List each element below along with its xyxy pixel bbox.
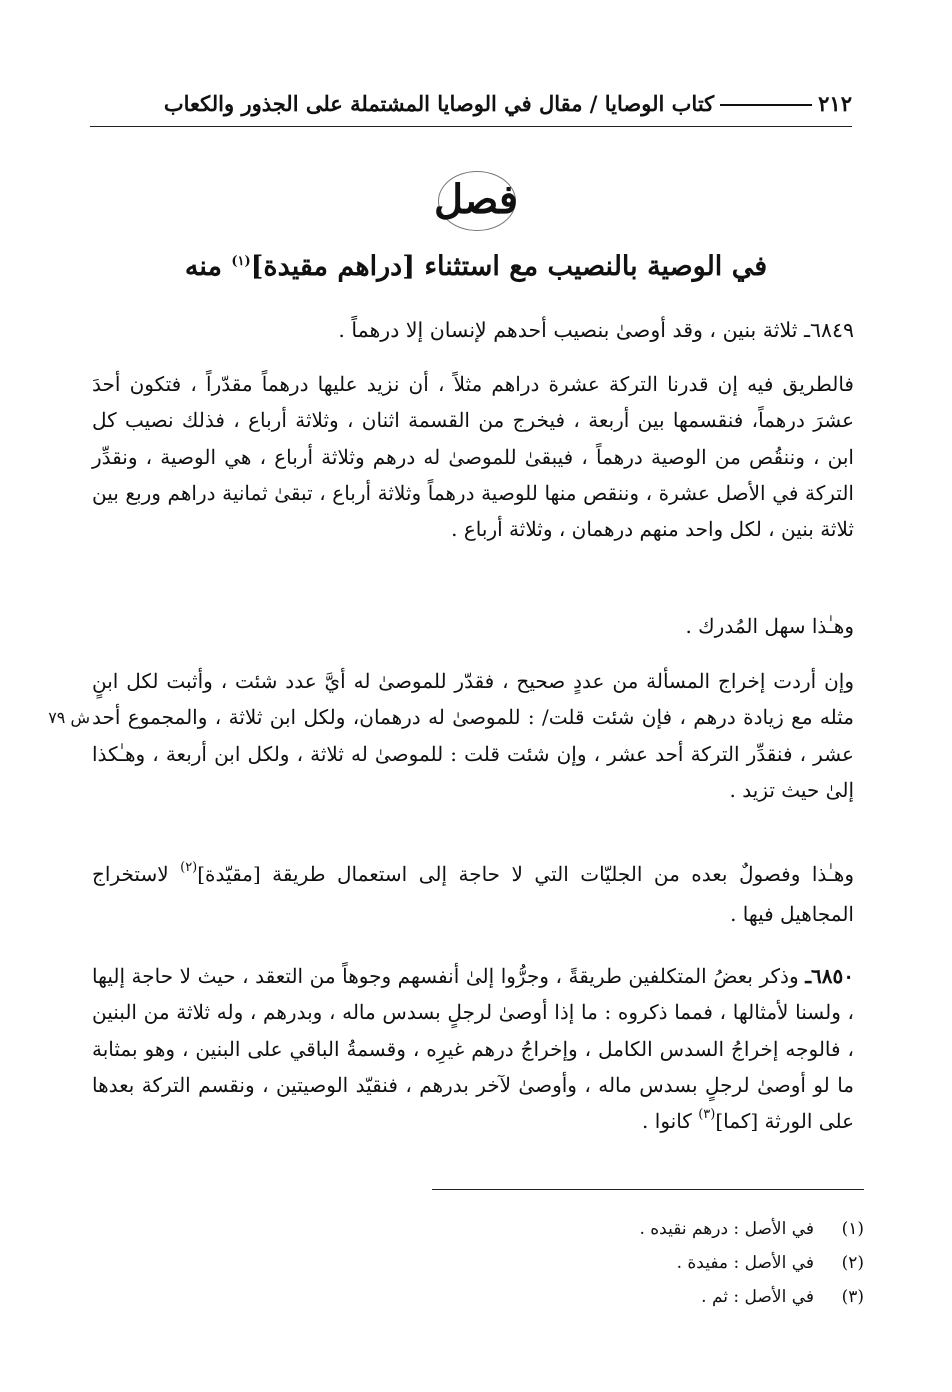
page-number: ٢١٢ [818, 90, 852, 116]
footnotes [92, 1212, 864, 1314]
footnote-ref-3: (٣) [698, 1107, 716, 1123]
paragraph [92, 856, 854, 933]
footnote-text: في الأصل : مفيدة . [676, 1253, 814, 1273]
footnote [92, 1280, 864, 1314]
footnote-number: (٣) [841, 1287, 864, 1307]
problem-number: ٦٨٥٠ـ [805, 964, 855, 988]
footnote [92, 1246, 864, 1280]
footnote-number: (٢) [841, 1253, 864, 1273]
header-dash [720, 104, 812, 106]
footnote-ref-2: (٢) [180, 860, 198, 875]
section-heading-tail: منه [184, 251, 222, 282]
paragraph-text: لاستخراج المجاهيل فيها . [92, 862, 854, 927]
paragraph: فالطريق فيه إن قدرنا التركة عشرة دراهم مثلاً ، أن نزيد عليها درهماً مقدّراً ، فتكون أحدَ عشرَ درهماً، فنقسمها بين أربعة ، فيخرج من القسمة اثنان ، وثلاثة أرباع ، فذلك نصيب كل ابن ، وننقُص من الوصية درهماً ، فيبقىٰ للموصىٰ له درهم وثلاثة أرباع ، هي الوصية ، ونقدِّر التركة في الأصل عشرة ، وننقص منها للوصية درهماً وثلاثة أرباع ، تبقىٰ ثمانية دراهم وربع بين ثلاثة بنين ، لكل واحد منهم درهمان ، وثلاثة أرباع . [92, 372, 854, 542]
margin-folio-note: ش ٧٩ [48, 708, 90, 727]
footnote-rule [432, 1189, 864, 1190]
paragraph: وهـٰذا سهل المُدرك . [685, 614, 854, 638]
footnote-number: (١) [841, 1219, 864, 1239]
problem-number: ٦٨٤٩ـ [803, 318, 854, 342]
footnote [92, 1212, 864, 1246]
section-heading [100, 242, 852, 297]
footnote-text: في الأصل : درهم نقيده . [639, 1219, 814, 1239]
footnote-text: في الأصل : ثم . [701, 1287, 814, 1307]
ornament-text: فصل [433, 176, 519, 223]
running-header [90, 86, 852, 120]
paragraph: وإن أردت إخراج المسألة من عددٍ صحيح ، فقدّر للموصىٰ له أيَّ عدد شئت ، وأثبت لكل ابنٍ مثله مع زيادة درهم ، فإن شئت قلت/ : للموصىٰ له درهمان، ولكل ابن ثلاثة ، والمجموع أحد عشر ، فنقدِّر التركة أحد عشر ، وإن شئت قلت : للموصىٰ له ثلاثة ، ولكل ابن أربعة ، وهـٰكذا إلىٰ حيث تزيد . [92, 669, 854, 802]
problem-6849 [92, 312, 854, 348]
problem-6850 [92, 958, 854, 1143]
problem-text: كانوا . [642, 1109, 692, 1134]
section-heading-text: في الوصية بالنصيب مع استثناء [دراهم مقيدة] [250, 251, 768, 282]
problem-text: ثلاثة بنين ، وقد أوصىٰ بنصيب أحدهم لإنسان إلا درهماً . [338, 318, 798, 342]
header-title: كتاب الوصايا / مقال في الوصايا المشتملة على الجذور والكعاب [163, 90, 715, 116]
section-ornament [376, 165, 576, 235]
header-rule [90, 126, 852, 127]
footnote-ref-1: (١) [231, 254, 251, 269]
problem-text: وذكر بعضُ المتكلفين طريقةً ، وجرُّوا إلىٰ أنفسهم وجوهاً من التعقد ، حيث لا حاجة إليها ، ولسنا لأمثالها ، فمما ذكروه : ما إذا أوصىٰ لرجلٍ بسدس ماله ، وبدرهم ، وله ثلاثة من البنين ، فالوجه إخراجُ السدس الكامل ، وإخراجُ درهم غيرِه ، وقسمةُ الباقي على البنين ، وهو بمثابة ما لو أوصىٰ لرجلٍ بسدس ماله ، وأوصىٰ لآخر بدرهم ، فنقيّد الوصيتين ، ونقسم التركة بعدها على الورثة [كما] [92, 964, 854, 1134]
paragraph-text: وهـٰذا وفصولٌ بعده من الجليّات التي لا حاجة إلى استعمال طريقة [مقيّدة] [197, 862, 854, 886]
